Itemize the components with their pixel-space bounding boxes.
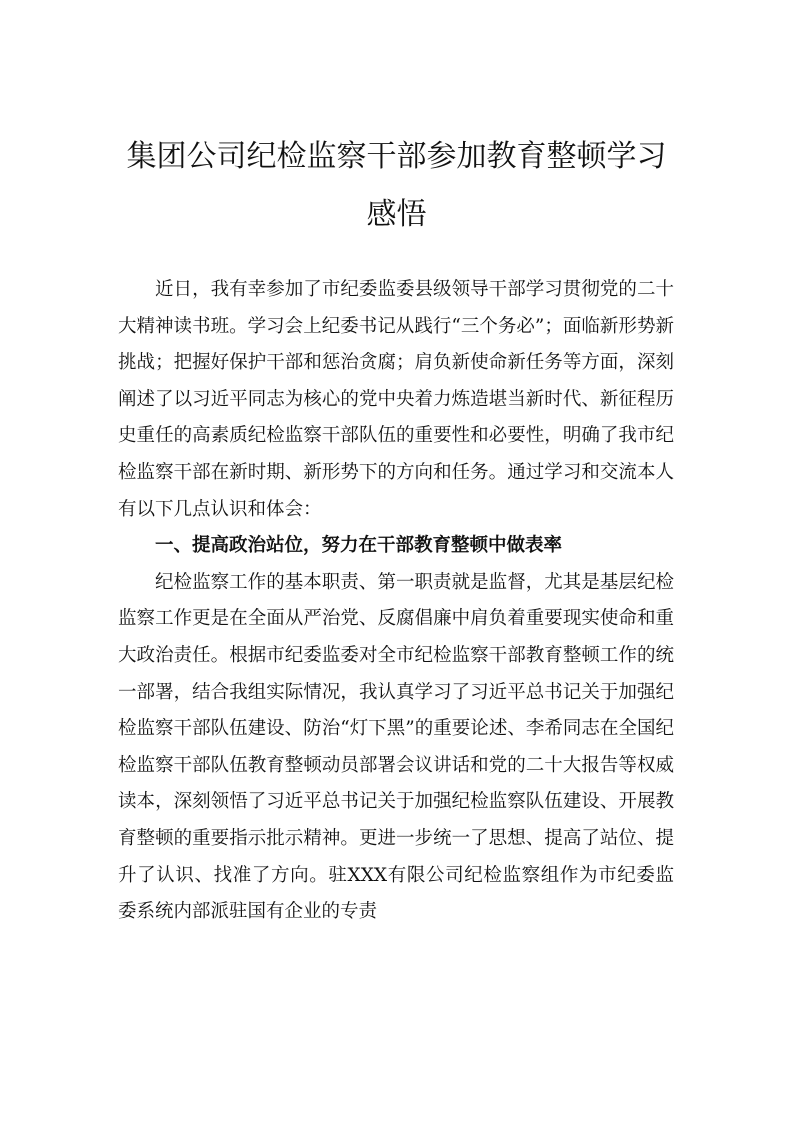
document-body bbox=[118, 272, 674, 931]
document-title-line-1: 集团公司纪检监察干部参加教育整顿学习 bbox=[126, 139, 667, 174]
paragraph-section-1: 纪检监察工作的基本职责、第一职责就是监督，尤其是基层纪检监察工作更是在全面从严治党、反腐倡廉中肩负着重要现实使命和重大政治责任。根据市纪委监委对全市纪检监察干部教育整顿工作的统一部署，结合我组实际情况，我认真学习了习近平总书记关于加强纪检监察干部队伍建设、防治“灯下黑”的重要论述、李希同志在全国纪检监察干部队伍教育整顿动员部署会议讲话和党的二十大报告等权威读本，深刻领悟了习近平总书记关于加强纪检监察队伍建设、开展教育整顿的重要指示批示精神。更进一步统一了思想、提高了站位、提升了认识、找准了方向。驻XXX有限公司纪检监察组作为市纪委监委系统内部派驻国有企业的专责 bbox=[118, 571, 674, 923]
section-heading-1: 一、提高政治站位，努力在干部教育整顿中做表率 bbox=[155, 535, 563, 557]
document-title-line-2: 感悟 bbox=[366, 197, 427, 232]
paragraph-intro: 近日，我有幸参加了市纪委监委县级领导干部学习贯彻党的二十大精神读书班。学习会上纪委书记从践行“三个务必”；面临新形势新挑战；把握好保护干部和惩治贪腐；肩负新使命新任务等方面，深刻阐述了以习近平同志为核心的党中央着力炼造堪当新时代、新征程历史重任的高素质纪检监察干部队伍的重要性和必要性，明确了我市纪检监察干部在新时期、新形势下的方向和任务。通过学习和交流本人有以下几点认识和体会： bbox=[118, 279, 674, 520]
